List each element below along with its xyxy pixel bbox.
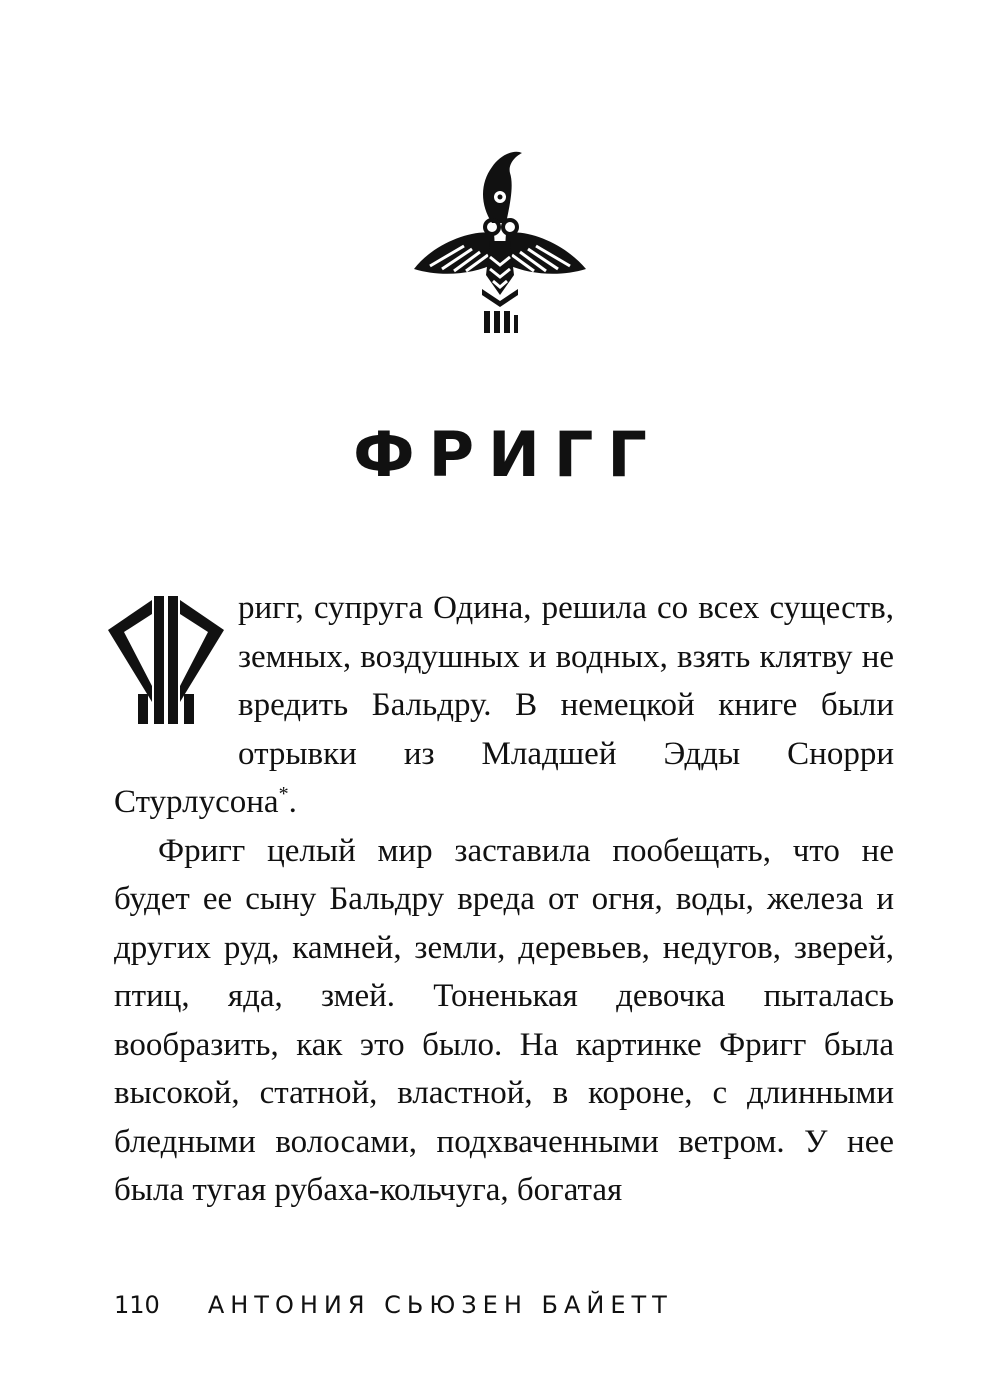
page-number: 110 [114, 1291, 160, 1319]
dropcap-letter [102, 590, 230, 730]
paragraph-1-end: . [288, 784, 297, 820]
bird-ornament-icon [410, 145, 590, 335]
paragraph-2: Фригг целый мир заставила пообещать, что не будет ее сыну Бальдру вреда от огня, воды, железа и других руд, камней, земли, деревьев, недугов, зверей, птиц, яда, змей. Тоненькая девочка пыталась вообразить, как это было. На картинке Фригг была высокой, статной, властной, в короне, с длинными бледными волосами, подхваченными ветром. У нее была тугая рубаха-кольчуга, богатая [114, 832, 894, 1208]
footnote-mark: * [278, 783, 289, 805]
book-author: АНТОНИЯ СЬЮЗЕН БАЙЕТТ [207, 1291, 673, 1319]
body-text [114, 584, 894, 1215]
running-footer [114, 1290, 894, 1320]
paragraph-1-text: ригг, супруга Одина, решила со всех существ, земных, воздушных и водных, взять клятву не вредить Бальдру. В немецкой книге были отрывки из Младшей Эдды Снорри Стурлусона [114, 590, 894, 820]
paragraph-1 [114, 584, 894, 827]
chapter-title: ФРИГГ [353, 418, 661, 491]
